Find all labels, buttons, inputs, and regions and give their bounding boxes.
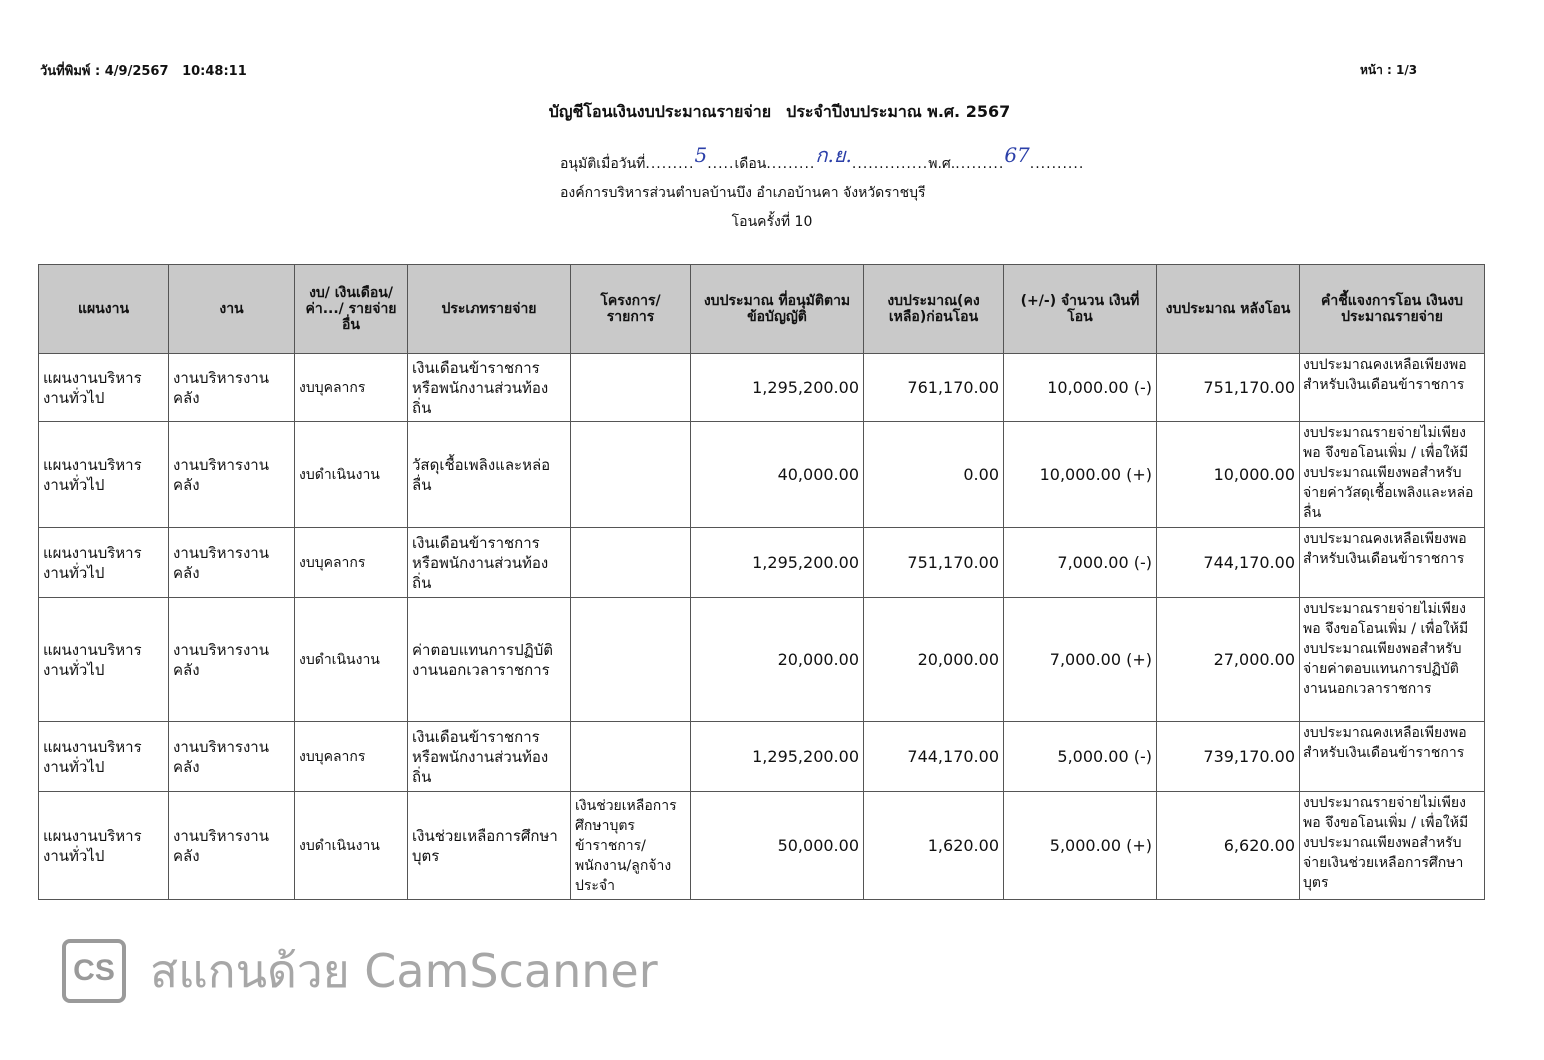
cell-budget-type: งบบุคลากร: [295, 528, 408, 598]
document-title: [0, 100, 1544, 125]
cell-after: 744,170.00: [1157, 528, 1300, 598]
cell-project: เงินช่วยเหลือการศึกษาบุตรข้าราชการ/พนักงาน/ลูกจ้างประจำ: [571, 792, 691, 900]
table-row: [39, 422, 1485, 528]
cell-before: 761,170.00: [864, 354, 1004, 422]
cell-after: 6,620.00: [1157, 792, 1300, 900]
cell-note: งบประมาณรายจ่ายไม่เพียงพอ จึงขอโอนเพิ่ม / เพื่อให้มีงบประมาณเพียงพอสำหรับจ่ายค่าวัสดุเชื้อเพลิงและหล่อลื่น: [1300, 422, 1485, 528]
page-number: [1360, 61, 1417, 80]
header-transfer-amount: (+/-) จำนวน เงินที่โอน: [1004, 265, 1157, 354]
cell-before: 751,170.00: [864, 528, 1004, 598]
cell-before: 0.00: [864, 422, 1004, 528]
print-date: [40, 60, 247, 81]
cell-plan: แผนงานบริหารงานทั่วไป: [39, 422, 169, 528]
cell-before: 744,170.00: [864, 722, 1004, 792]
page-label: หน้า :: [1360, 63, 1392, 77]
cell-transfer: 5,000.00 (-): [1004, 722, 1157, 792]
cell-note: งบประมาณคงเหลือเพียงพอสำหรับเงินเดือนข้าราชการ: [1300, 354, 1485, 422]
page-value: 1/3: [1396, 63, 1418, 77]
approval-line: อนุมัติเมื่อวันที่.........5.....เดือน.........ก.ย...............พ.ศ..........67..........: [560, 143, 1085, 172]
budget-transfer-table: [38, 264, 1485, 900]
cell-approved: 1,295,200.00: [691, 528, 864, 598]
cell-expense-type: ค่าตอบแทนการปฏิบัติงานนอกเวลาราชการ: [408, 598, 571, 722]
cell-work: งานบริหารงานคลัง: [169, 528, 295, 598]
cell-plan: แผนงานบริหารงานทั่วไป: [39, 722, 169, 792]
cell-plan: แผนงานบริหารงานทั่วไป: [39, 598, 169, 722]
cell-expense-type: เงินช่วยเหลือการศึกษาบุตร: [408, 792, 571, 900]
cell-note: งบประมาณคงเหลือเพียงพอสำหรับเงินเดือนข้าราชการ: [1300, 528, 1485, 598]
transfer-round-text: โอนครั้งที่ 10: [731, 214, 813, 230]
cell-approved: 40,000.00: [691, 422, 864, 528]
print-date-value: 4/9/2567: [104, 64, 169, 79]
approval-month-label: เดือน: [734, 156, 767, 172]
cell-expense-type: เงินเดือนข้าราชการหรือพนักงานส่วนท้องถิ่น: [408, 722, 571, 792]
table-row: [39, 792, 1485, 900]
table-row: [39, 598, 1485, 722]
table-row: [39, 528, 1485, 598]
cell-expense-type: เงินเดือนข้าราชการหรือพนักงานส่วนท้องถิ่น: [408, 528, 571, 598]
camscanner-logo-icon: CS: [62, 939, 126, 1003]
cell-after: 27,000.00: [1157, 598, 1300, 722]
table-row: [39, 722, 1485, 792]
cell-work: งานบริหารงานคลัง: [169, 722, 295, 792]
cell-transfer: 5,000.00 (+): [1004, 792, 1157, 900]
title-main: บัญชีโอนเงินงบประมาณรายจ่าย: [548, 102, 772, 121]
cell-project: [571, 422, 691, 528]
approval-year: 67: [1004, 143, 1030, 167]
cell-work: งานบริหารงานคลัง: [169, 422, 295, 528]
cell-approved: 1,295,200.00: [691, 354, 864, 422]
header-budget-type: งบ/ เงินเดือน/ ค่า.../ รายจ่ายอื่น: [295, 265, 408, 354]
cell-plan: แผนงานบริหารงานทั่วไป: [39, 792, 169, 900]
cell-after: 751,170.00: [1157, 354, 1300, 422]
cell-project: [571, 528, 691, 598]
cell-expense-type: เงินเดือนข้าราชการหรือพนักงานส่วนท้องถิ่น: [408, 354, 571, 422]
camscanner-watermark: [62, 936, 658, 1006]
title-fiscal: ประจำปีงบประมาณ พ.ศ. 2567: [786, 102, 1011, 121]
approval-year-label: พ.ศ.: [928, 156, 956, 172]
header-approved: งบประมาณ ที่อนุมัติตาม ข้อบัญญัติ: [691, 265, 864, 354]
print-date-label: วันที่พิมพ์ :: [40, 64, 101, 79]
cell-before: 1,620.00: [864, 792, 1004, 900]
cell-budget-type: งบบุคลากร: [295, 354, 408, 422]
header-expense-type: ประเภทรายจ่าย: [408, 265, 571, 354]
cell-note: งบประมาณรายจ่ายไม่เพียงพอ จึงขอโอนเพิ่ม / เพื่อให้มีงบประมาณเพียงพอสำหรับจ่ายค่าตอบแทนการปฏิบัติงานนอกเวลาราชการ: [1300, 598, 1485, 722]
organization-name: องค์การบริหารส่วนตำบลบ้านบึง อำเภอบ้านคา จังหวัดราชบุรี: [560, 185, 926, 201]
cell-note: งบประมาณรายจ่ายไม่เพียงพอ จึงขอโอนเพิ่ม / เพื่อให้มีงบประมาณเพียงพอสำหรับจ่ายเงินช่วยเหลือการศึกษาบุตร: [1300, 792, 1485, 900]
cell-approved: 50,000.00: [691, 792, 864, 900]
table-header-row: [39, 265, 1485, 354]
header-before-transfer: งบประมาณ(คง เหลือ)ก่อนโอน: [864, 265, 1004, 354]
cell-plan: แผนงานบริหารงานทั่วไป: [39, 528, 169, 598]
cell-after: 739,170.00: [1157, 722, 1300, 792]
cell-project: [571, 354, 691, 422]
cell-transfer: 7,000.00 (+): [1004, 598, 1157, 722]
cell-after: 10,000.00: [1157, 422, 1300, 528]
cell-transfer: 7,000.00 (-): [1004, 528, 1157, 598]
cell-note: งบประมาณคงเหลือเพียงพอสำหรับเงินเดือนข้าราชการ: [1300, 722, 1485, 792]
cell-approved: 1,295,200.00: [691, 722, 864, 792]
cell-budget-type: งบดำเนินงาน: [295, 422, 408, 528]
cell-transfer: 10,000.00 (-): [1004, 354, 1157, 422]
cell-budget-type: งบบุคลากร: [295, 722, 408, 792]
approval-date-label: อนุมัติเมื่อวันที่: [560, 156, 646, 172]
cell-project: [571, 722, 691, 792]
print-time-value: 10:48:11: [182, 64, 247, 79]
cell-approved: 20,000.00: [691, 598, 864, 722]
header-note: คำชี้แจงการโอน เงินงบประมาณรายจ่าย: [1300, 265, 1485, 354]
cell-project: [571, 598, 691, 722]
cell-budget-type: งบดำเนินงาน: [295, 598, 408, 722]
header-project: โครงการ/ รายการ: [571, 265, 691, 354]
header-work: งาน: [169, 265, 295, 354]
header-after-transfer: งบประมาณ หลังโอน: [1157, 265, 1300, 354]
header-plan: แผนงาน: [39, 265, 169, 354]
table-row: [39, 354, 1485, 422]
cell-work: งานบริหารงานคลัง: [169, 598, 295, 722]
cell-transfer: 10,000.00 (+): [1004, 422, 1157, 528]
transfer-round: [0, 211, 1544, 233]
approval-month: ก.ย.: [815, 143, 852, 167]
watermark-text: สแกนด้วย CamScanner: [150, 943, 658, 998]
cell-expense-type: วัสดุเชื้อเพลิงและหล่อลื่น: [408, 422, 571, 528]
cell-work: งานบริหารงานคลัง: [169, 354, 295, 422]
cell-budget-type: งบดำเนินงาน: [295, 792, 408, 900]
cell-before: 20,000.00: [864, 598, 1004, 722]
cell-plan: แผนงานบริหารงานทั่วไป: [39, 354, 169, 422]
approval-day: 5: [694, 143, 708, 167]
cell-work: งานบริหารงานคลัง: [169, 792, 295, 900]
